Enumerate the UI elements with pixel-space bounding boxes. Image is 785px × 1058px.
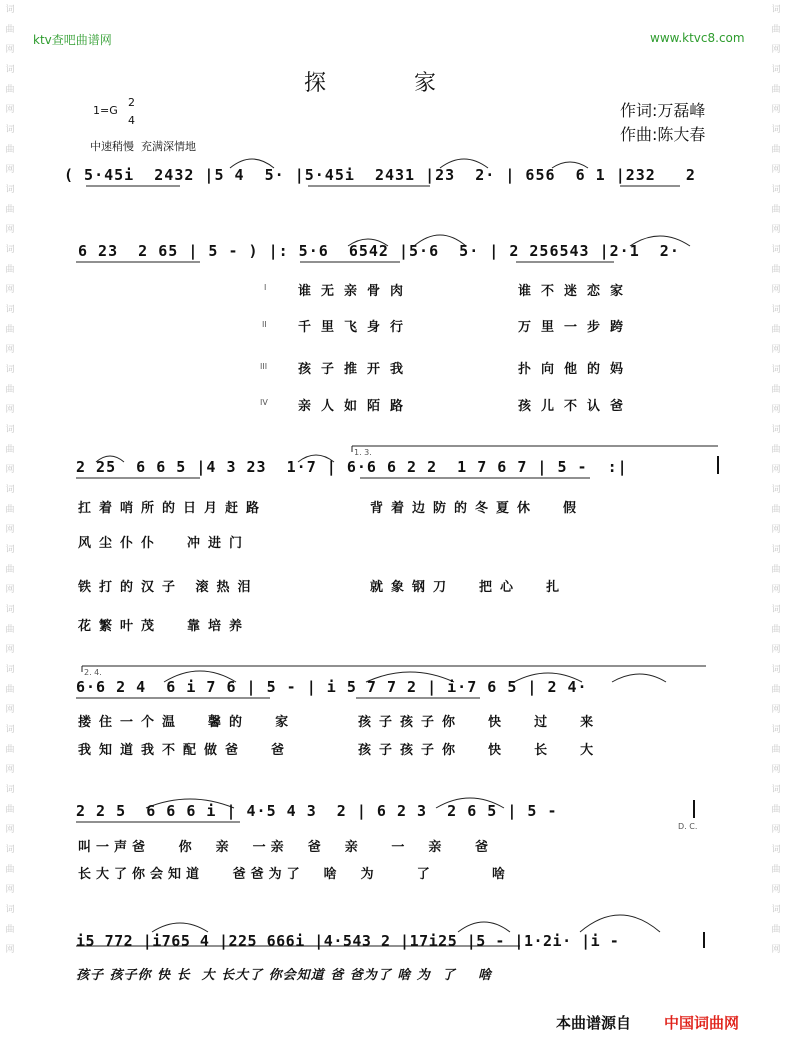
footer-source-label: 本曲谱源自: [556, 1014, 632, 1032]
volta-1-3: 1. 3.: [354, 448, 372, 457]
verse-4-a: 亲人如陌路: [298, 399, 414, 414]
footer-source-link[interactable]: 中国词曲网: [664, 1014, 740, 1032]
line-3-lyrics-6: 花繁叶茂 靠培养: [78, 619, 251, 634]
verse-3-b: 扑向他的妈: [518, 362, 634, 377]
line-3-lyrics-5: 就象钢刀 把心 扎: [370, 580, 568, 595]
verse-1-b: 谁不迷恋家: [518, 284, 634, 299]
verse-4-b: 孩儿不认爸: [518, 399, 634, 414]
line-5-lyrics-2: 长大了你会知道 爸爸为了 啥 为 了 啥: [78, 867, 510, 882]
score-line-5: 2 2 5 6 6 6 i | 4·5 4 3 2 | 6 2 3 2 6 5 | 5 -: [76, 802, 558, 820]
tempo-marking: 中速稍慢 充满深情地: [90, 140, 196, 153]
site-right-link[interactable]: www.ktvc8.com: [650, 31, 745, 45]
line-4-lyrics-1: 搂住一个温 馨的 家: [78, 715, 297, 730]
verse-mark-1: I: [264, 283, 267, 292]
score-line-4: 6·6 2 4 6 i 7 6 | 5 - | i 5 7 7 2 | i·7 6 5 | 2 4·: [76, 678, 588, 696]
verse-mark-4: IV: [260, 398, 268, 407]
verse-1-a: 谁无亲骨肉: [298, 284, 414, 299]
da-capo-mark: D. C.: [678, 822, 698, 831]
line-3-lyrics-2: 背着边防的冬夏休 假: [370, 501, 585, 516]
line-5-lyrics-1: 叫一声爸 你 亲 一亲 爸 亲 一 亲 爸: [78, 840, 493, 855]
site-left-link[interactable]: ktv查吧曲谱网: [33, 33, 112, 47]
line-4-lyrics-4: 孩子孩子你 快 长 大: [358, 743, 602, 758]
score-line-2: 6 23 2 65 | 5 - ) |: 5·6 6542 |5·6 5· | 2 256543 |2·1 2·: [78, 242, 680, 260]
lyricist: 作词:万磊峰: [620, 101, 706, 120]
line-4-lyrics-3: 我知道我不配做爸 爸: [78, 743, 293, 758]
line-6-lyrics: 孩子 孩子你 快 长 大 长大了 你会知道 爸 爸为了 啥 为 了 啥: [76, 968, 492, 983]
time-signature-top: 2: [128, 96, 135, 109]
watermark-right: 词曲网词曲网词曲网词曲网词曲网词曲网词曲网词曲网词曲网词曲网词曲网词曲网词曲网词曲网词曲网词曲网: [771, 5, 781, 955]
verse-mark-3: III: [260, 362, 268, 371]
time-signature-bottom: 4: [128, 114, 135, 127]
line-4-lyrics-2: 孩子孩子你 快 过 来: [358, 715, 602, 730]
page-title-a: 探: [304, 71, 329, 96]
verse-mark-2: II: [262, 320, 267, 329]
page-title-b: 家: [414, 71, 439, 96]
verse-3-a: 孩子推开我: [298, 362, 414, 377]
line-3-lyrics-4: 铁打的汉子 滚热泪: [78, 580, 259, 595]
watermark-left: 词曲网词曲网词曲网词曲网词曲网词曲网词曲网词曲网词曲网词曲网词曲网词曲网词曲网词曲网词曲网词曲网: [5, 5, 15, 955]
verse-2-a: 千里飞身行: [298, 320, 414, 335]
line-3-lyrics-1: 扛着哨所的日月赶路: [78, 501, 268, 516]
verse-2-b: 万里一步跨: [518, 320, 634, 335]
score-line-3: 2 25 6 6 5 |4 3 23 1·7 | 6·6 6 2 2 1 7 6 7 | 5 - :|: [76, 458, 628, 476]
volta-2-4: 2. 4.: [84, 668, 102, 677]
score-line-6: i5 772 |i765 4 |225 666i |4·543 2 |17i25 |5 - |1·2i· |i -: [76, 932, 620, 950]
composer: 作曲:陈大春: [620, 125, 706, 144]
score-line-1: ( 5·45i 2432 |5 4 5· |5·45i 2431 |23 2· | 656 6 1 |232 2: [64, 166, 696, 184]
key-signature: 1=G: [93, 104, 118, 117]
line-3-lyrics-3: 风尘仆仆 冲进门: [78, 536, 251, 551]
